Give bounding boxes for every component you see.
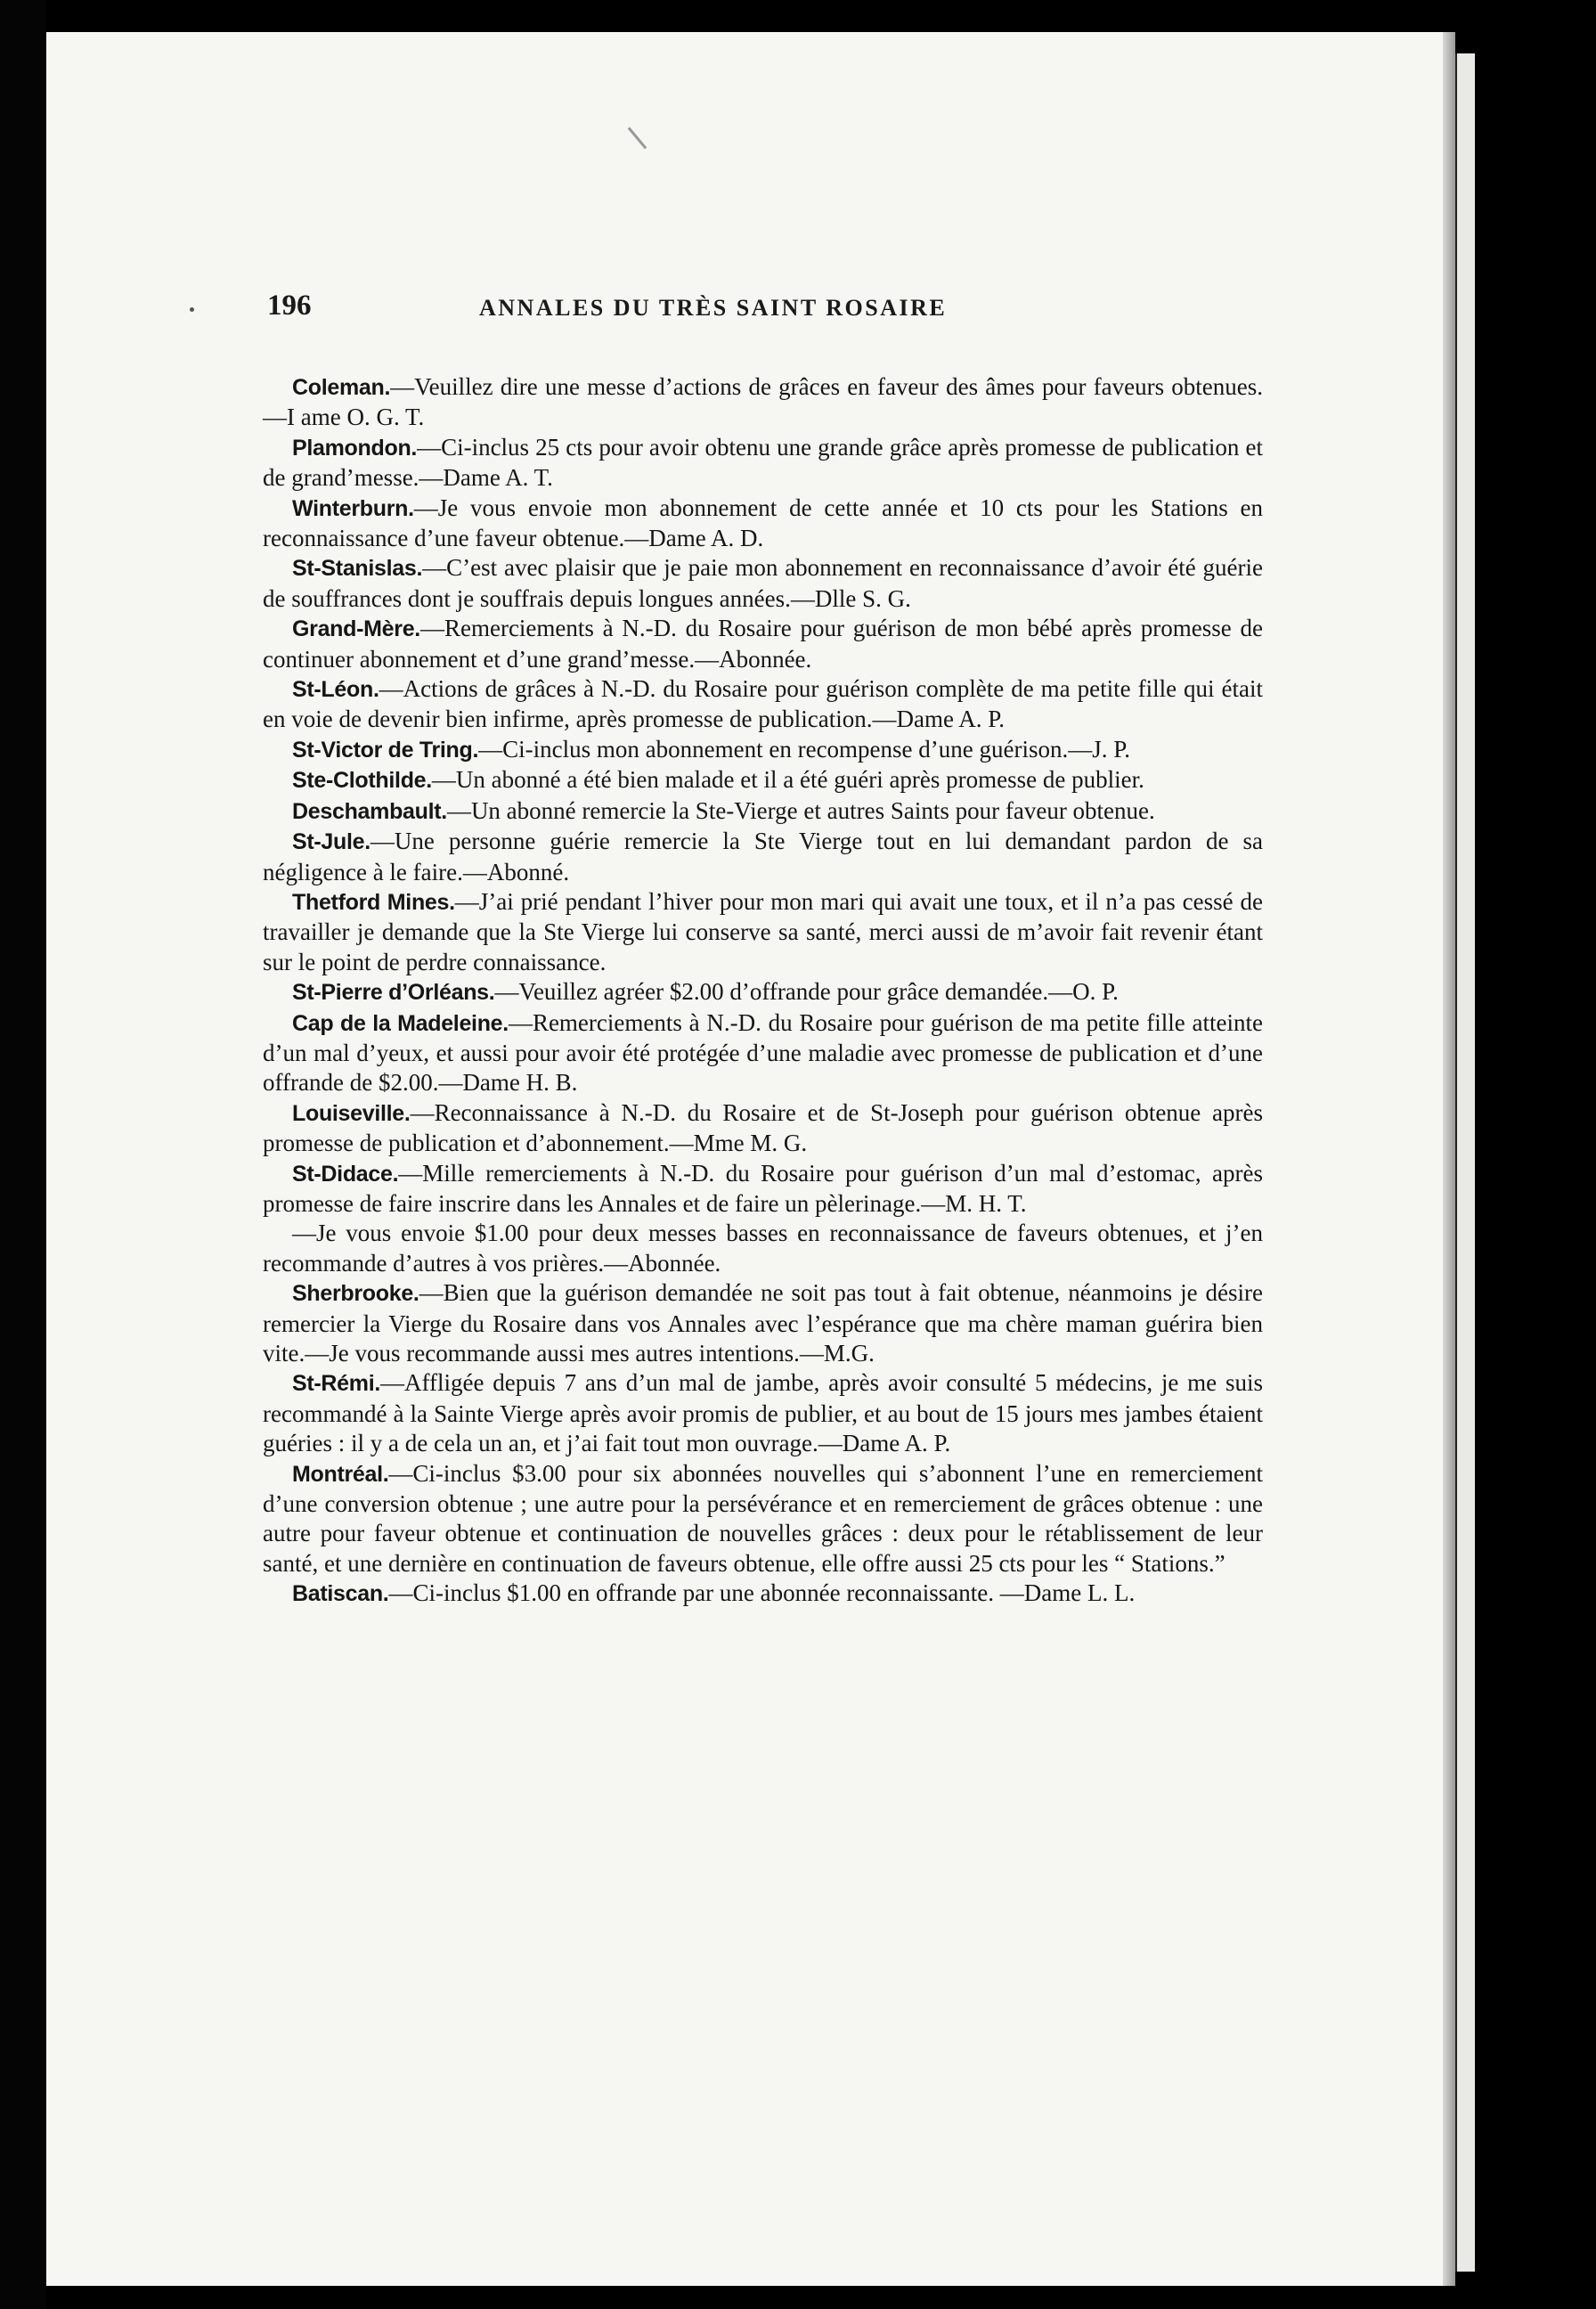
entry xyxy=(263,614,1263,674)
entry-text: —Remerciements à N.-D. du Rosaire pour guérison de mon bébé après promesse de continuer abonnement et d’une grand’messe.—Abonnée. xyxy=(263,615,1263,673)
entries-list xyxy=(263,372,1263,1610)
entry xyxy=(263,796,1263,827)
entry-place: Plamondon. xyxy=(292,435,418,461)
entry-place: Cap de la Madeleine. xyxy=(292,1010,509,1036)
entry xyxy=(263,1219,1263,1278)
entry xyxy=(263,1159,1263,1220)
scan-border-left xyxy=(0,0,46,2309)
entry-place: Batiscan. xyxy=(292,1581,389,1607)
entry-text: —Une personne guérie remercie la Ste Vierge tout en lui demandant pardon de sa négligence à le faire.—Abonné. xyxy=(263,828,1263,885)
entry-place: Grand-Mère. xyxy=(292,616,420,642)
entry-text: —Je vous envoie $1.00 pour deux messes basses en reconnaissance de faveurs obtenues, et j’en recommande d’autres à vos prières.—Abonnée. xyxy=(263,1220,1263,1277)
adjacent-page-edge xyxy=(1455,53,1477,2272)
entry-place: St-Rémi. xyxy=(292,1371,381,1397)
entry-place: Sherbrooke. xyxy=(292,1281,419,1307)
entry-text: —Un abonné a été bien malade et il a été guéri après promesse de publier. xyxy=(431,766,1144,794)
entry-place: Montréal. xyxy=(292,1461,389,1487)
entry-place: Deschambault. xyxy=(292,798,447,824)
entry xyxy=(263,433,1263,494)
page-header xyxy=(267,290,1300,334)
entry-text: —Ci-inclus mon abonnement en recompense d’une guérison.—J. P. xyxy=(478,735,1131,763)
entry xyxy=(263,977,1263,1008)
entry-text: —J’ai prié pendant l’hiver pour mon mari qui avait une toux, et il n’a pas cessé de travailler je demande que la Ste Vierge lui conserve sa santé, merci aussi de m’avoir fait revenir étant sur le point de perdre connaissance. xyxy=(263,887,1263,975)
entry xyxy=(263,887,1263,977)
entry-text: —Reconnaissance à N.-D. du Rosaire et de St-Joseph pour guérison obtenue après promesse de publication et d’abonnement.—Mme M. G. xyxy=(263,1098,1263,1157)
entry-text: —Veuillez agréer $2.00 d’offrande pour grâce demandée.—O. P. xyxy=(494,978,1119,1006)
entry xyxy=(263,1098,1263,1159)
entry-text: —Je vous envoie mon abonnement de cette année et 10 cts pour les Stations en reconnaissance d’une faveur obtenue.—Dame A. D. xyxy=(263,494,1263,552)
entry-place: Winterburn. xyxy=(292,495,414,521)
entry-text: —C’est avec plaisir que je paie mon abonnement en reconnaissance d’avoir été guérie de souffrances dont je souffrais depuis longues années.—Dlle S. G. xyxy=(263,554,1263,612)
entry xyxy=(263,553,1263,614)
entry xyxy=(263,1368,1263,1458)
entry-text: —Mille remerciements à N.-D. du Rosaire pour guérison d’un mal d’estomac, après promesse de faire inscrire dans les Annales et de faire un pèlerinage.—M. H. T. xyxy=(263,1159,1263,1217)
entry xyxy=(263,674,1263,735)
entry-place: Coleman. xyxy=(292,375,391,400)
entry xyxy=(263,372,1263,433)
entry-place: Thetford Mines. xyxy=(292,889,455,915)
entry-place: St-Jule. xyxy=(292,829,370,855)
entry xyxy=(263,1008,1263,1098)
entry-place: St-Léon. xyxy=(292,677,379,703)
entry-place: St-Stanislas. xyxy=(292,556,423,582)
entry-text: —Bien que la guérison demandée ne soit pas tout à fait obtenue, néanmoins je désire remercier la Vierge du Rosaire dans vos Annales avec l’espérance que ma chère maman guérira bien vite.—Je vous recommande aussi mes autres intentions.—M.G. xyxy=(263,1279,1263,1367)
entry-place: St-Pierre d’Orléans. xyxy=(292,980,495,1006)
entry xyxy=(263,827,1263,887)
entry-text: —Ci-inclus 25 cts pour avoir obtenu une grande grâce après promesse de publication et de grand’messe.—Dame A. T. xyxy=(263,433,1263,492)
entry xyxy=(263,735,1263,765)
entry xyxy=(263,1459,1263,1579)
entry-text: —Ci-inclus $1.00 en offrande par une abonnée reconnaissante. —Dame L. L. xyxy=(388,1579,1136,1607)
entry-place: St-Victor de Tring. xyxy=(292,737,479,763)
entry-text: —Un abonné remercie la Ste-Vierge et autres Saints pour faveur obtenue. xyxy=(446,796,1155,824)
entry-text: —Ci-inclus $3.00 pour six abonnées nouvelles qui s’abonnent l’une en remerciement d’une conversion obtenue ; une autre pour la persévérance et en remerciement de grâces obtenue : une autre pour faveur obtenue et continuation de nouvelles grâces : deux pour le rétablissement de leur santé, et une dernière en continuation de faveurs obtenue, elle offre aussi 25 cts pour les “ Stations.” xyxy=(263,1459,1263,1577)
page-gutter-shadow xyxy=(1443,32,1455,2286)
scan-border-right xyxy=(1475,0,1596,2309)
entry xyxy=(263,494,1263,554)
entry xyxy=(263,765,1263,796)
entry-place: Ste-Clothilde. xyxy=(292,768,432,794)
entry xyxy=(263,1579,1263,1609)
page-number: 196 xyxy=(267,290,312,322)
entry xyxy=(263,1278,1263,1368)
entry-text: —Veuillez dire une messe d’actions de grâces en faveur des âmes pour faveurs obtenues.—I ame O. G. T. xyxy=(263,373,1263,431)
entry-place: St-Didace. xyxy=(292,1161,399,1187)
entry-place: Louiseville. xyxy=(292,1100,411,1126)
running-title: ANNALES DU TRÈS SAINT ROSAIRE xyxy=(479,295,948,321)
entry-text: —Actions de grâces à N.-D. du Rosaire pour guérison complète de ma petite fille qui était en voie de devenir bien infirme, après promesse de publication.—Dame A. P. xyxy=(263,675,1263,733)
margin-dot xyxy=(190,307,194,312)
entry-text: —Remerciements à N.-D. du Rosaire pour guérison de ma petite fille atteinte d’un mal d’yeux, et aussi pour avoir été protégée d’une maladie avec promesse de publication et d’une offrande de $2.00.—Dame H. B. xyxy=(263,1008,1263,1097)
entry-text: —Affligée depuis 7 ans d’un mal de jambe, après avoir consulté 5 médecins, je me suis recommandé à la Sainte Vierge après avoir promis de publier, et au bout de 15 jours mes jambes étaient guéries : il y a de cela un an, et j’ai fait tout mon ouvrage.—Dame A. P. xyxy=(263,1369,1263,1457)
